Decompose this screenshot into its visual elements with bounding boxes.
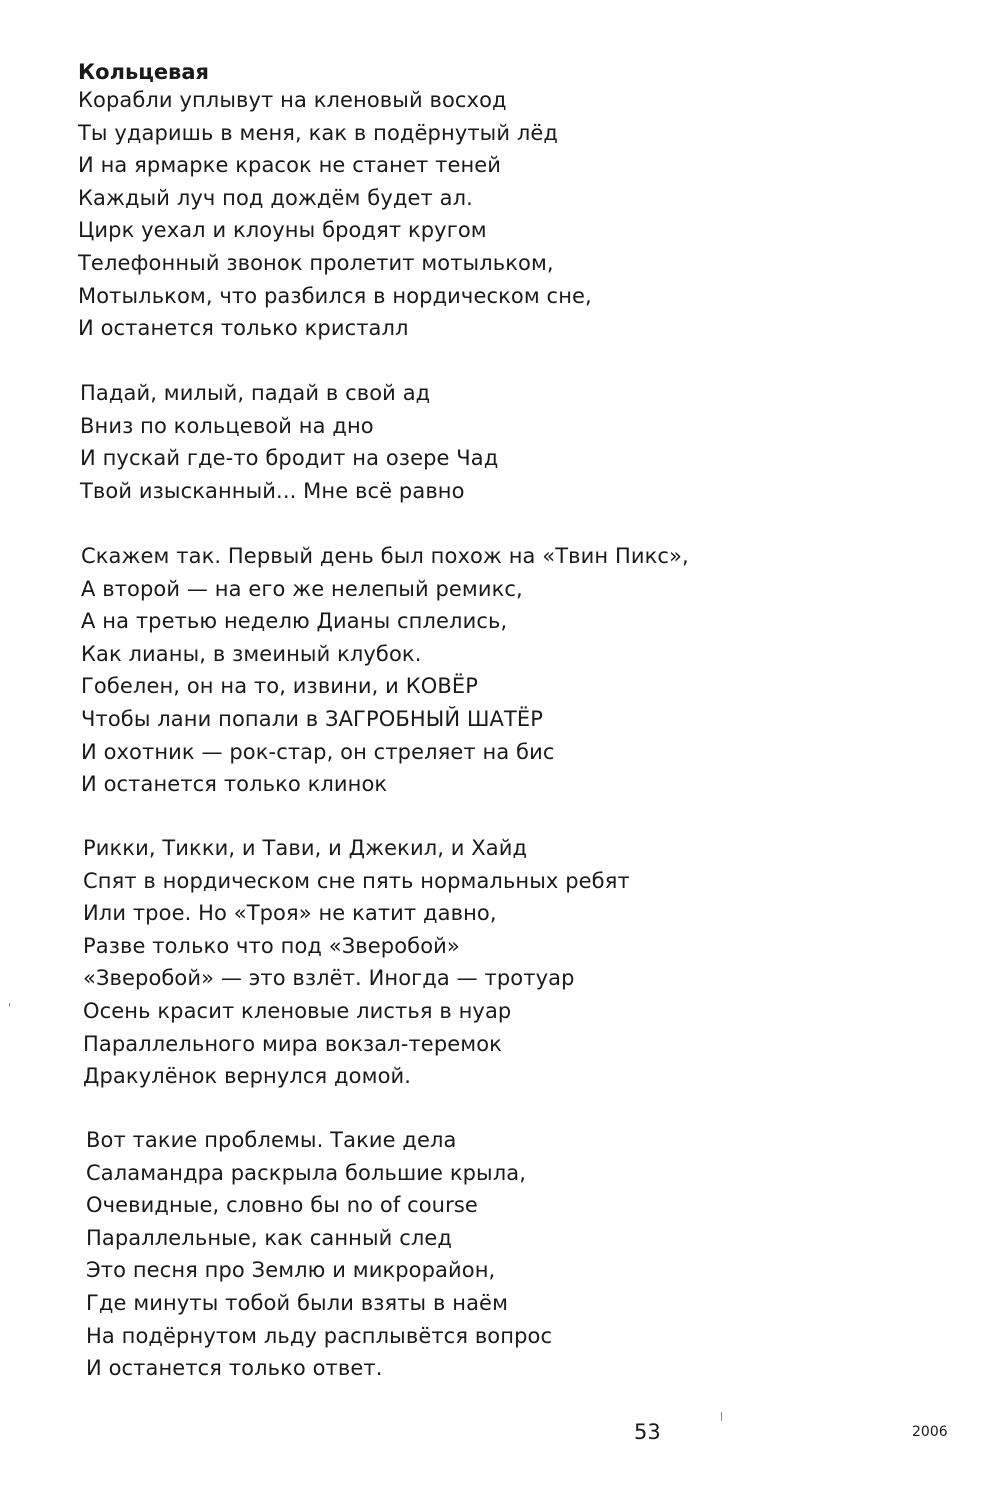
poem-line: Разве только что под «Зверобой» bbox=[83, 933, 460, 958]
poem-line: А второй — на его же нелепый ремикс, bbox=[81, 576, 523, 601]
stanza-1 bbox=[78, 84, 592, 345]
poem-line: Саламандра раскрыла большие крыла, bbox=[86, 1160, 526, 1185]
poem-line: Мотыльком, что разбился в нордическом сне, bbox=[78, 283, 592, 308]
year-label: 2006 bbox=[912, 1424, 948, 1440]
stanza-3 bbox=[81, 540, 689, 801]
poem-line: Каждый луч под дождём будет ал. bbox=[78, 185, 473, 210]
poem-line: И останется только кристалл bbox=[78, 316, 409, 341]
poem-line: Где минуты тобой были взяты в наём bbox=[86, 1290, 509, 1315]
poem-line: Вот такие проблемы. Такие дела bbox=[86, 1128, 457, 1152]
poem-line: Скажем так. Первый день был похож на «Твин Пикс», bbox=[81, 544, 689, 568]
stanza-4 bbox=[83, 832, 630, 1093]
poem-line: «Зверобой» — это взлёт. Иногда — тротуар bbox=[83, 966, 575, 991]
poem-line: А на третью неделю Дианы сплелись, bbox=[81, 609, 508, 634]
poem-line: Спят в нордическом сне пять нормальных ребят bbox=[83, 868, 630, 893]
poem-line: Гобелен, он на то, извини, и КОВЁР bbox=[81, 674, 478, 699]
scan-speck bbox=[9, 1003, 10, 1006]
poem-line: Как лианы, в змеиный клубок. bbox=[81, 641, 422, 666]
scan-speck bbox=[721, 1412, 722, 1421]
poem-line: Очевидные, словно бы no of course bbox=[86, 1193, 478, 1218]
poem-line: Это песня про Землю и микрорайон, bbox=[86, 1258, 496, 1283]
poem-line: Параллельного мира вокзал-теремок bbox=[83, 1031, 502, 1056]
poem-line: Рикки, Тикки, и Тави, и Джекил, и Хайд bbox=[83, 836, 528, 860]
poem-line: Чтобы лани попали в ЗАГРОБНЫЙ ШАТЁР bbox=[81, 706, 544, 731]
poem-line: И охотник — рок-стар, он стреляет на бис bbox=[81, 739, 555, 764]
poem-line: И на ярмарке красок не станет теней bbox=[78, 153, 502, 178]
poem-line: Параллельные, как санный след bbox=[86, 1225, 453, 1250]
poem-line: Осень красит кленовые листья в нуар bbox=[83, 998, 512, 1023]
poem-line: Или трое. Но «Троя» не катит давно, bbox=[83, 901, 497, 926]
poem-line: Телефонный звонок пролетит мотыльком, bbox=[78, 250, 554, 275]
page-number: 53 bbox=[634, 1420, 661, 1444]
poem-line: Вниз по кольцевой на дно bbox=[80, 413, 374, 438]
poem-line: И останется только клинок bbox=[81, 772, 388, 797]
poem-line: Корабли уплывут на кленовый восход bbox=[78, 88, 507, 112]
poem-line: И пускай где-то бродит на озере Чад bbox=[80, 446, 499, 471]
stanza-2 bbox=[80, 377, 498, 507]
poem-line: На подёрнутом льду расплывётся вопрос bbox=[86, 1323, 553, 1348]
poem-title: Кольцевая bbox=[78, 60, 210, 84]
poem-line: Дракулёнок вернулся домой. bbox=[83, 1064, 412, 1089]
poem-line: Цирк уехал и клоуны бродят кругом bbox=[78, 218, 487, 243]
poem-line: Твой изысканный... Мне всё равно bbox=[80, 478, 465, 503]
poem-line: И останется только ответ. bbox=[86, 1356, 383, 1381]
stanza-5 bbox=[86, 1124, 552, 1385]
poem-line: Ты ударишь в меня, как в подёрнутый лёд bbox=[78, 120, 559, 145]
poem-line: Падай, милый, падай в свой ад bbox=[80, 381, 431, 405]
